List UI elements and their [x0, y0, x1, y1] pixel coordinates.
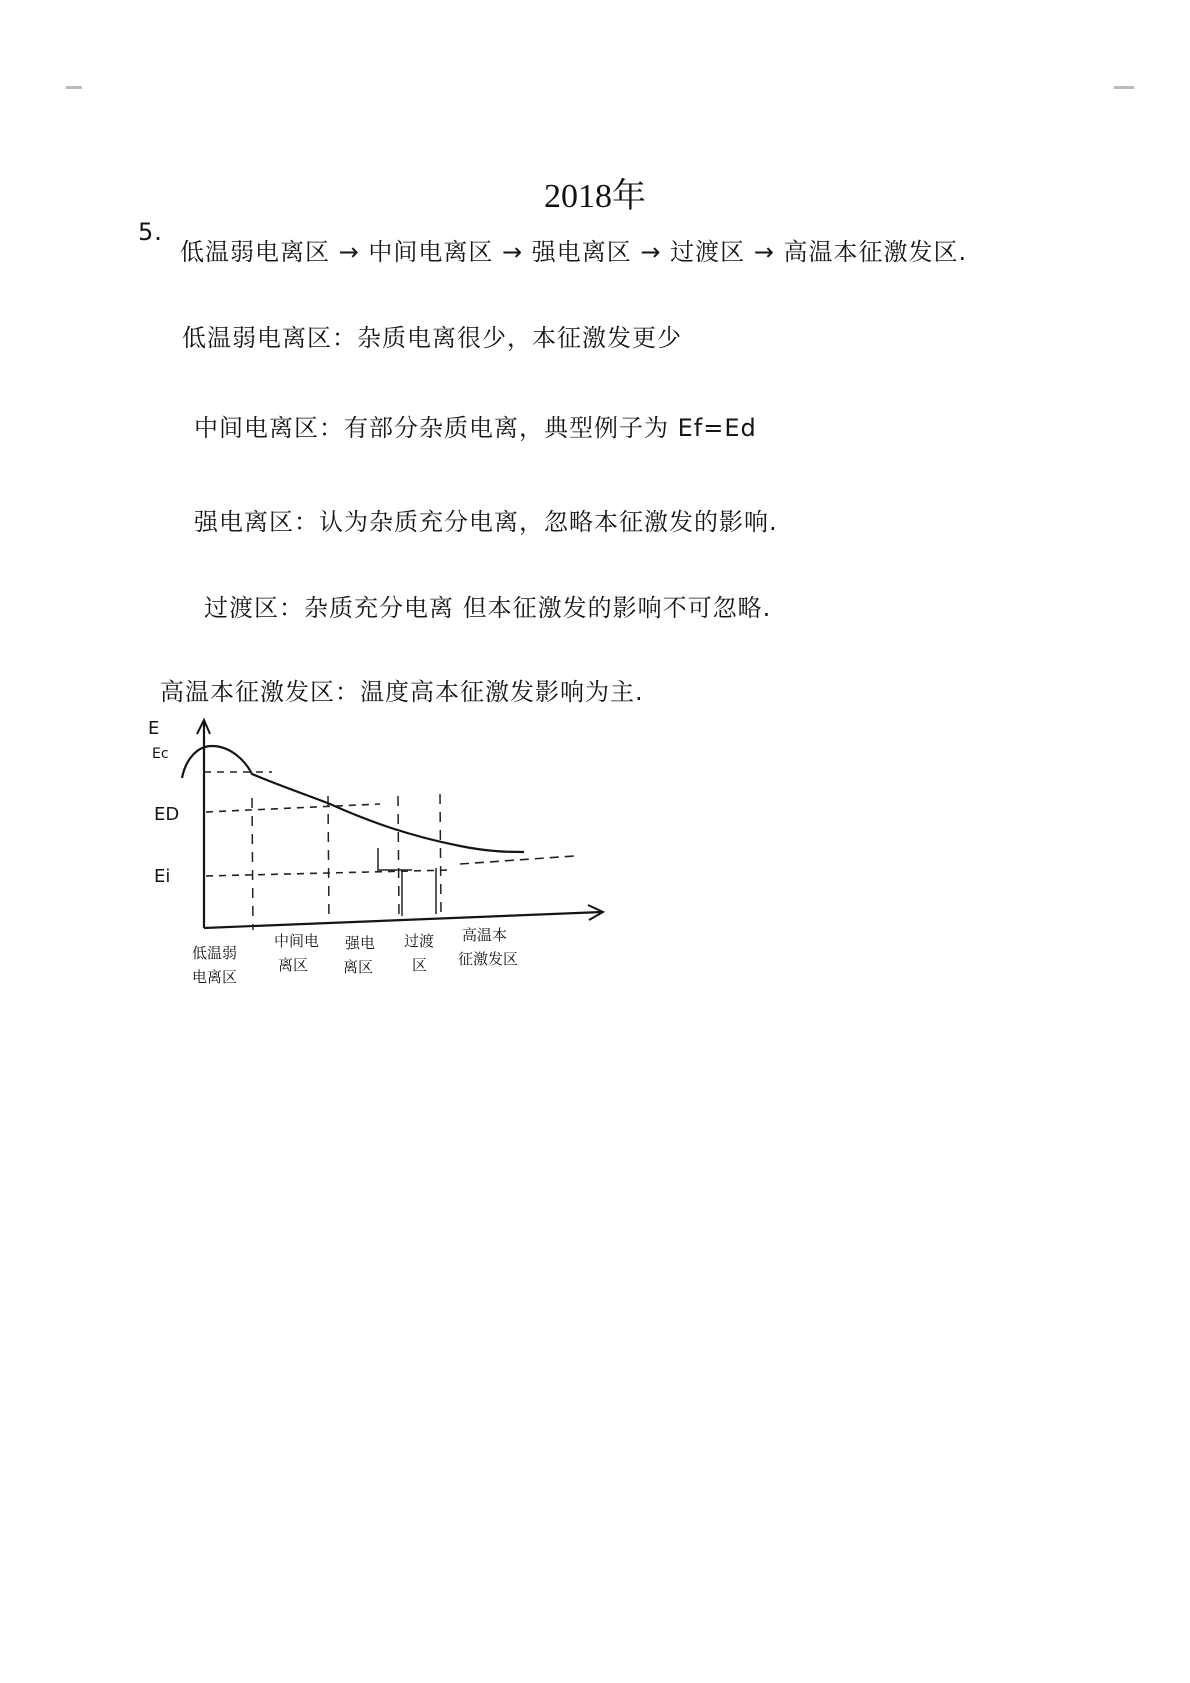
region-desc: 有部分杂质电离，典型例子为 Ef=Ed [344, 414, 757, 442]
region-name: 高温本征激发区 [160, 678, 335, 706]
region-divider-4 [440, 794, 441, 914]
region-divider-2 [328, 796, 329, 922]
x-label-low-temp-2: 电离区 [192, 968, 238, 986]
y-axis-label-e: E [148, 718, 160, 739]
region-name: 中间电离区 [194, 414, 319, 442]
fermi-level-curve [182, 746, 524, 852]
scan-edge-mark-right [1114, 86, 1134, 89]
ei-step [378, 848, 412, 870]
region-name: 强电离区 [194, 508, 294, 536]
region-line-intermediate: 中间电离区：有部分杂质电离，典型例子为 Ef=Ed [194, 414, 757, 442]
scan-edge-mark-left [66, 86, 82, 89]
x-label-transition-2: 区 [412, 956, 428, 974]
x-label-intermediate-2: 离区 [278, 956, 309, 974]
y-axis-label-ed: ED [154, 804, 180, 825]
region-divider-1 [252, 798, 253, 930]
fermi-level-sketch [140, 700, 640, 1020]
x-label-high-temp-1: 高温本 [462, 926, 508, 944]
x-label-strong-2: 离区 [343, 958, 374, 976]
region-line-strong: 强电离区：认为杂质充分电离，忽略本征激发的影响. [194, 508, 778, 536]
ed-level-line [206, 804, 380, 812]
region-line-high-temp: 高温本征激发区：温度高本征激发影响为主. [160, 678, 644, 706]
region-sequence: 低温弱电离区 → 中间电离区 → 强电离区 → 过渡区 → 高温本征激发区. [180, 238, 968, 266]
x-label-intermediate-1: 中间电 [274, 932, 320, 950]
region-desc: 认为杂质充分电离，忽略本征激发的影响. [319, 508, 778, 536]
y-axis-label-ec: Ec [152, 746, 169, 762]
x-axis [204, 912, 602, 928]
x-label-high-temp-2: 征激发区 [458, 950, 519, 968]
region-divider-3 [398, 796, 399, 918]
region-desc: 杂质电离很少，本征激发更少 [357, 324, 682, 352]
y-axis-label-ei: Ei [154, 866, 171, 887]
x-label-strong-1: 强电 [345, 934, 376, 952]
ei-level-line-right [460, 856, 574, 864]
x-label-low-temp-1: 低温弱 [192, 944, 238, 962]
question-number: 5. [138, 218, 163, 246]
region-line-transition: 过渡区：杂质充分电离 但本征激发的影响不可忽略. [204, 594, 772, 622]
page-title: 2018年 [544, 178, 646, 215]
region-desc: 温度高本征激发影响为主. [360, 678, 644, 706]
region-name: 低温弱电离区 [182, 324, 332, 352]
x-label-transition-1: 过渡 [404, 932, 435, 950]
region-desc: 杂质充分电离 但本征激发的影响不可忽略. [304, 594, 772, 622]
region-line-low-temp: 低温弱电离区：杂质电离很少，本征激发更少 [182, 324, 682, 352]
region-name: 过渡区 [204, 594, 279, 622]
